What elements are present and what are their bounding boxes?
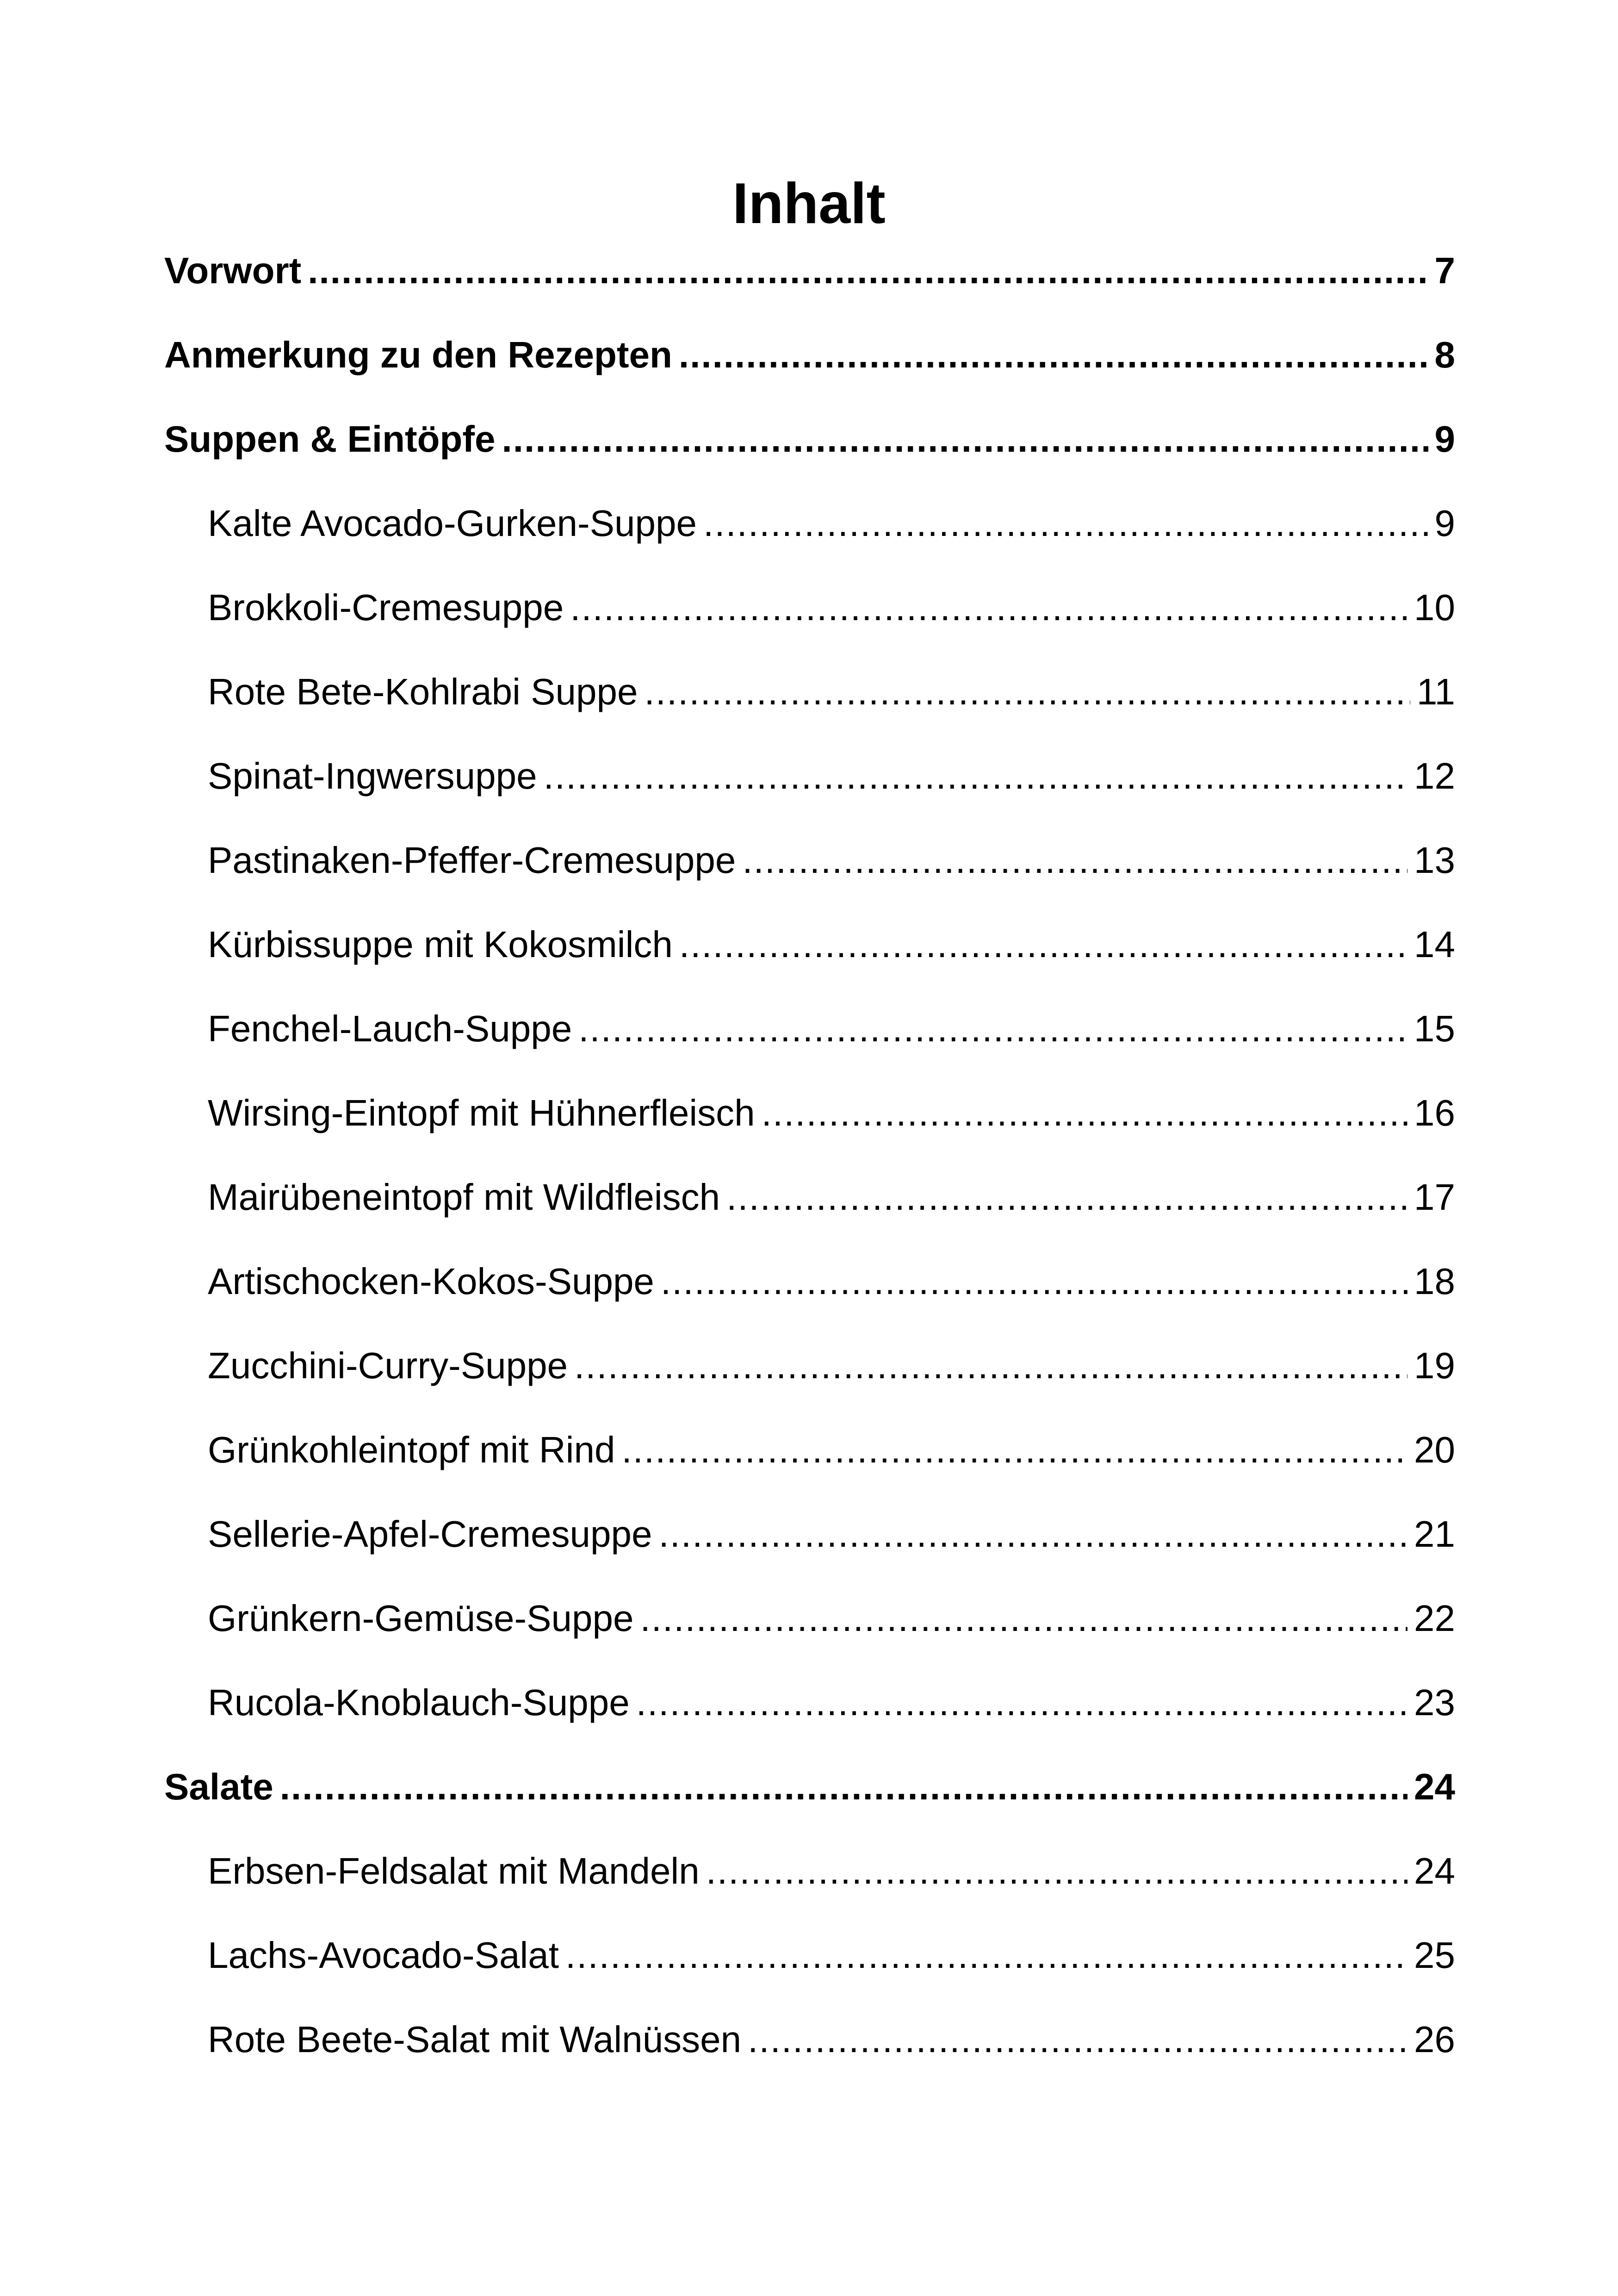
- toc-subsection-entry[interactable]: [164, 1425, 1455, 1509]
- toc-entry-label: Vorwort: [164, 250, 302, 291]
- toc-entry-label: Zucchini-Curry-Suppe: [208, 1345, 568, 1386]
- toc-entry-label: Artischocken-Kokos-Suppe: [208, 1261, 654, 1302]
- toc-page-number: 11: [1416, 671, 1455, 712]
- toc-subsection-entry[interactable]: [164, 498, 1455, 582]
- toc-page-number: 19: [1414, 1345, 1455, 1386]
- toc-dot-leader: [565, 1930, 1407, 1981]
- toc-subsection-entry[interactable]: [164, 1930, 1455, 2014]
- toc-page-number: 22: [1414, 1598, 1455, 1639]
- toc-subsection-entry[interactable]: [164, 1509, 1455, 1593]
- toc-subsection-entry[interactable]: [164, 1846, 1455, 1930]
- toc-dot-leader: [658, 1509, 1407, 1560]
- toc-dot-leader: [762, 1088, 1407, 1139]
- toc-page-number: 17: [1414, 1176, 1455, 1218]
- toc-section-entry[interactable]: [164, 330, 1455, 414]
- toc-subsection-entry[interactable]: [164, 835, 1455, 919]
- toc-subsection-entry[interactable]: [164, 1003, 1455, 1088]
- toc-page-number: 18: [1414, 1261, 1455, 1302]
- toc-subsection-entry[interactable]: [164, 2014, 1455, 2098]
- toc-page-number: 25: [1414, 1935, 1455, 1976]
- toc-entry-label: Erbsen-Feldsalat mit Mandeln: [208, 1850, 700, 1892]
- toc-page-number: 23: [1414, 1682, 1455, 1723]
- toc-page-number: 15: [1414, 1008, 1455, 1049]
- toc-page-number: 20: [1414, 1429, 1455, 1470]
- toc-dot-leader: [703, 498, 1428, 549]
- toc-dot-leader: [661, 1256, 1407, 1307]
- toc-entry-label: Grünkern-Gemüse-Suppe: [208, 1598, 634, 1639]
- toc-dot-leader: [308, 245, 1428, 296]
- toc-entry-label: Suppen & Eintöpfe: [164, 418, 496, 460]
- toc-section-entry[interactable]: [164, 414, 1455, 498]
- toc-dot-leader: [636, 1677, 1407, 1728]
- toc-entry-label: Fenchel-Lauch-Suppe: [208, 1008, 572, 1049]
- toc-page-number: 16: [1414, 1092, 1455, 1133]
- toc-page-number: 14: [1414, 924, 1455, 965]
- toc-entry-label: Kürbissuppe mit Kokosmilch: [208, 924, 673, 965]
- toc-page-number: 8: [1434, 334, 1455, 375]
- toc-dot-leader: [679, 330, 1428, 380]
- toc-page-number: 21: [1414, 1513, 1455, 1555]
- toc-entry-label: Anmerkung zu den Rezepten: [164, 334, 672, 375]
- toc-subsection-entry[interactable]: [164, 1172, 1455, 1256]
- toc-page-number: 9: [1434, 503, 1455, 544]
- toc-entry-label: Kalte Avocado-Gurken-Suppe: [208, 503, 697, 544]
- toc-section-entry[interactable]: [164, 245, 1455, 330]
- toc-dot-leader: [574, 1340, 1407, 1391]
- toc-subsection-entry[interactable]: [164, 1256, 1455, 1340]
- toc-dot-leader: [570, 582, 1407, 633]
- toc-dot-leader: [645, 666, 1410, 717]
- toc-dot-leader: [280, 1761, 1407, 1812]
- toc-entry-label: Rote Bete-Kohlrabi Suppe: [208, 671, 638, 712]
- toc-entry-label: Brokkoli-Cremesuppe: [208, 587, 564, 628]
- toc-page-number: 24: [1414, 1766, 1455, 1807]
- toc-page-number: 7: [1434, 250, 1455, 291]
- toc-subsection-entry[interactable]: [164, 1340, 1455, 1425]
- toc-subsection-entry[interactable]: [164, 919, 1455, 1003]
- toc-dot-leader: [640, 1593, 1407, 1644]
- toc-subsection-entry[interactable]: [164, 666, 1455, 751]
- toc-subsection-entry[interactable]: [164, 582, 1455, 666]
- toc-entry-label: Rote Beete-Salat mit Walnüssen: [208, 2019, 742, 2060]
- toc-dot-leader: [706, 1846, 1407, 1897]
- toc-dot-leader: [748, 2014, 1407, 2065]
- toc-subsection-entry[interactable]: [164, 1088, 1455, 1172]
- toc-entry-label: Wirsing-Eintopf mit Hühnerfleisch: [208, 1092, 755, 1133]
- toc-entry-label: Mairübeneintopf mit Wildfleisch: [208, 1176, 720, 1218]
- toc-section-entry[interactable]: [164, 1761, 1455, 1846]
- toc-subsection-entry[interactable]: [164, 1677, 1455, 1761]
- toc-dot-leader: [742, 835, 1407, 886]
- toc-dot-leader: [726, 1172, 1407, 1223]
- table-of-contents: [164, 245, 1455, 2098]
- toc-entry-label: Spinat-Ingwersuppe: [208, 755, 537, 796]
- toc-dot-leader: [578, 1003, 1407, 1054]
- toc-entry-label: Rucola-Knoblauch-Suppe: [208, 1682, 630, 1723]
- toc-page-number: 9: [1434, 418, 1455, 460]
- toc-page-number: 24: [1414, 1850, 1455, 1892]
- toc-dot-leader: [544, 751, 1407, 802]
- toc-page-number: 10: [1414, 587, 1455, 628]
- toc-dot-leader: [621, 1425, 1407, 1475]
- toc-page-number: 13: [1414, 840, 1455, 881]
- toc-entry-label: Sellerie-Apfel-Cremesuppe: [208, 1513, 652, 1555]
- toc-page-number: 12: [1414, 755, 1455, 796]
- page-title: Inhalt: [732, 172, 886, 236]
- toc-dot-leader: [502, 414, 1428, 465]
- toc-page-number: 26: [1414, 2019, 1455, 2060]
- toc-subsection-entry[interactable]: [164, 1593, 1455, 1677]
- toc-entry-label: Lachs-Avocado-Salat: [208, 1935, 559, 1976]
- toc-entry-label: Pastinaken-Pfeffer-Cremesuppe: [208, 840, 736, 881]
- toc-dot-leader: [679, 919, 1407, 970]
- toc-entry-label: Salate: [164, 1766, 273, 1807]
- toc-subsection-entry[interactable]: [164, 751, 1455, 835]
- toc-entry-label: Grünkohleintopf mit Rind: [208, 1429, 615, 1470]
